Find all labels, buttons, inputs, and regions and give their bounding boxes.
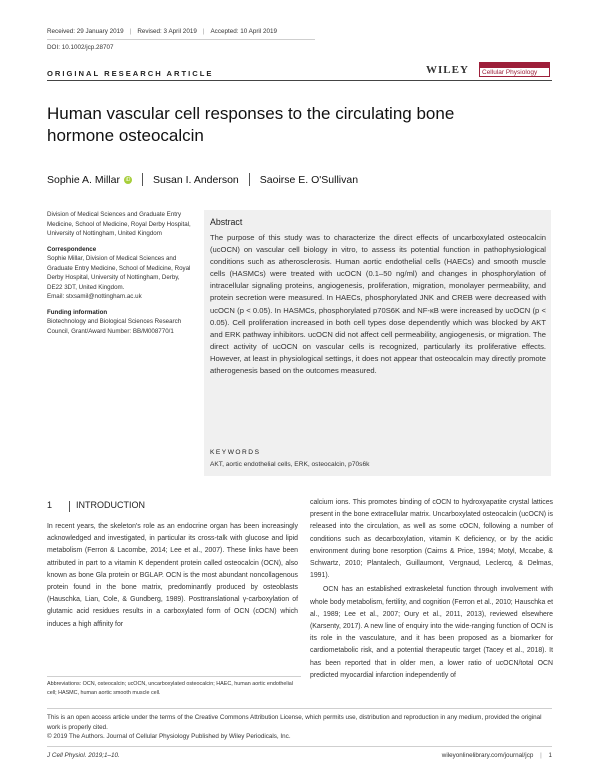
publication-dates: Received: 29 January 2019 | Revised: 3 April 2019 | Accepted: 10 April 2019 xyxy=(47,28,277,35)
paragraph: OCN has an established extraskeletal function through involvement with whole body metabolism, fertility, and cognition (Ferron et al., 2010; Hauschka et al., 1989; Lee et al., 2007; Oury et al., 2011, 2013), reviewed elsewhere (Karsenty, 2017). A new line of enquiry into the wide-ranging function of OCN is its role in the vasculature, and it has been proposed as a biomarker for cardiometabolic risk, and a potential therapeutic target (Tacey et al., 2018). It has been reported that in older men, a lower ratio of ucOCN/total OCN predicted myocardial infarction independently of xyxy=(310,586,553,679)
correspondence-text: Sophie Millar, Division of Medical Sciences and Graduate Entry Medicine, School of Medicine, Royal Derby Hospital, University of Nottingham, Derby, DE22 3DT, United Kingdom. xyxy=(47,255,191,291)
abbreviations: Abbreviations: OCN, osteocalcin; ucOCN, uncarboxylated osteocalcin; HAEC, human aortic endothelial cell; HASMC, human aortic smooth muscle cell. xyxy=(47,681,293,696)
author-2[interactable]: Susan I. Anderson xyxy=(152,173,239,186)
abstract-box xyxy=(204,210,551,476)
paragraph: In recent years, the skeleton's role as an endocrine organ has been increasingly acknowledged and investigated, in particular its cross-talk with glucose and lipid metabolism (Ferron & Lacombe, 2014; Lee et al., 2007). These links have been attributed in part to a vitamin K dependent protein called osteocalcin (OCN), also known as bone Gla protein or BGLAP. OCN is the most abundant noncollagenous protein found in the bone matrix, predominantly produced by osteoblasts (Hauschka, Lian, Cole, & Gundberg, 1989). Posttranslational γ-carboxylation of glutamic acid residues results in a carboxylated form of OCN (cOCN) which induces a high affinity for xyxy=(47,523,298,628)
section-title: INTRODUCTION xyxy=(76,500,145,510)
journal-logo xyxy=(479,62,550,77)
affiliation: Division of Medical Sciences and Graduate Entry Medicine, School of Medicine, Royal Derby Hospital, University of Nottingham, United Kingdom xyxy=(47,211,191,237)
bottom-divider xyxy=(47,746,552,747)
body-column-left xyxy=(47,521,298,631)
correspondence-heading: Correspondence xyxy=(47,245,97,253)
article-type: ORIGINAL RESEARCH ARTICLE xyxy=(47,69,214,78)
journal-url[interactable]: wileyonlinelibrary.com/journal/jcp xyxy=(441,752,534,759)
journal-logo-text: Cellular Physiology xyxy=(482,69,538,76)
accepted-date: Accepted: 10 April 2019 xyxy=(210,28,277,35)
page-footer xyxy=(47,752,552,759)
orcid-icon[interactable]: iD xyxy=(125,176,131,183)
funding-heading: Funding information xyxy=(47,308,108,316)
license-text: This is an open access article under the terms of the Creative Commons Attribution License, which permits use, distribution and reproduction in any medium, provided the original work is properly cited. xyxy=(47,714,542,731)
header-divider xyxy=(47,39,315,40)
abstract-text: The purpose of this study was to characterize the direct effects of uncarboxylated osteocalcin (ucOCN) on vascular cell biology in vitro, to assess its potential function in pathophysiological conditions such as atherosclerosis. Human aortic endothelial cells (HAECs) and smooth muscle cells (HASMCs) were treated with ucOCN (0.1–50 ng/ml) and changes in phosphorylation of intracellular signaling proteins, angiogenesis, proliferation, migration, monolayer permeability, and protein secretion were measured. In HAECs, phosphorylated JNK and CREB were decreased with ucOCN (p < 0.05). In HASMCs, phosphorylated p70S6K and NF-κB were increased by ucOCN (p < 0.05). Cell proliferation increased in both cell types dose dependently which was blocked by AKT and ERK pathway inhibitors. ucOCN did not affect cell permeability, angiogenesis, or migration. The direct activity of ucOCN on vascular cells is recognized, particularly its proliferative effects. However, at least in physiological settings, it does not appear that osteocalcin may directly promote atherogenesis based on the outcomes measured. xyxy=(210,233,546,376)
license-block xyxy=(47,713,552,742)
article-title: Human vascular cell responses to the circulating bone hormone osteocalcin xyxy=(47,104,455,145)
author-3[interactable]: Saoirse E. O'Sullivan xyxy=(259,173,359,186)
body-column-right xyxy=(310,497,553,682)
citation: J Cell Physiol. 2019;1–10. xyxy=(47,752,120,759)
section-heading xyxy=(47,500,145,512)
keywords-heading: KEYWORDS xyxy=(210,449,261,456)
section-number: 1 xyxy=(47,500,53,510)
title-divider xyxy=(47,80,552,81)
revised-date: Revised: 3 April 2019 xyxy=(137,28,197,35)
copyright-text: © 2019 The Authors. Journal of Cellular Physiology Published by Wiley Periodicals, Inc. xyxy=(47,733,291,740)
publisher-logo: WILEY xyxy=(426,64,469,76)
abstract-heading: Abstract xyxy=(210,217,243,227)
author-list xyxy=(47,173,358,186)
abbreviations-divider xyxy=(47,676,301,677)
funding-text: Biotechnology and Biological Sciences Research Council, Grant/Award Number: BB/M008770/1 xyxy=(47,318,182,335)
footer-divider xyxy=(47,708,552,709)
correspondence-email[interactable]: Email: stxsamil@nottingham.ac.uk xyxy=(47,293,142,300)
affiliation-column xyxy=(47,210,195,336)
footer-right: wileyonlinelibrary.com/journal/jcp | 1 xyxy=(441,752,552,759)
page-number: 1 xyxy=(548,752,552,759)
keywords-text: AKT, aortic endothelial cells, ERK, osteocalcin, p70s6k xyxy=(210,461,370,468)
doi[interactable]: DOI: 10.1002/jcp.28707 xyxy=(47,44,114,51)
author-1[interactable]: Sophie A. Millar xyxy=(47,173,120,186)
paragraph: calcium ions. This promotes binding of cOCN to hydroxyapatite crystal lattices present in the bone extracellular matrix. Uncarboxylated osteocalcin (ucOCN) is released into the circulation, as well as some cOCN, following a number of conditions such as decarboxylation, vitamin K deficiency, or by the acidic environment during bone resorption (Cairns & Price, 1994; Motyl, Mccabe, & Schwartz, 2010; Plantalech, Guillaumont, Vergnaud, Leclercq, & Delmas, 1991). xyxy=(310,499,553,580)
received-date: Received: 29 January 2019 xyxy=(47,28,124,35)
